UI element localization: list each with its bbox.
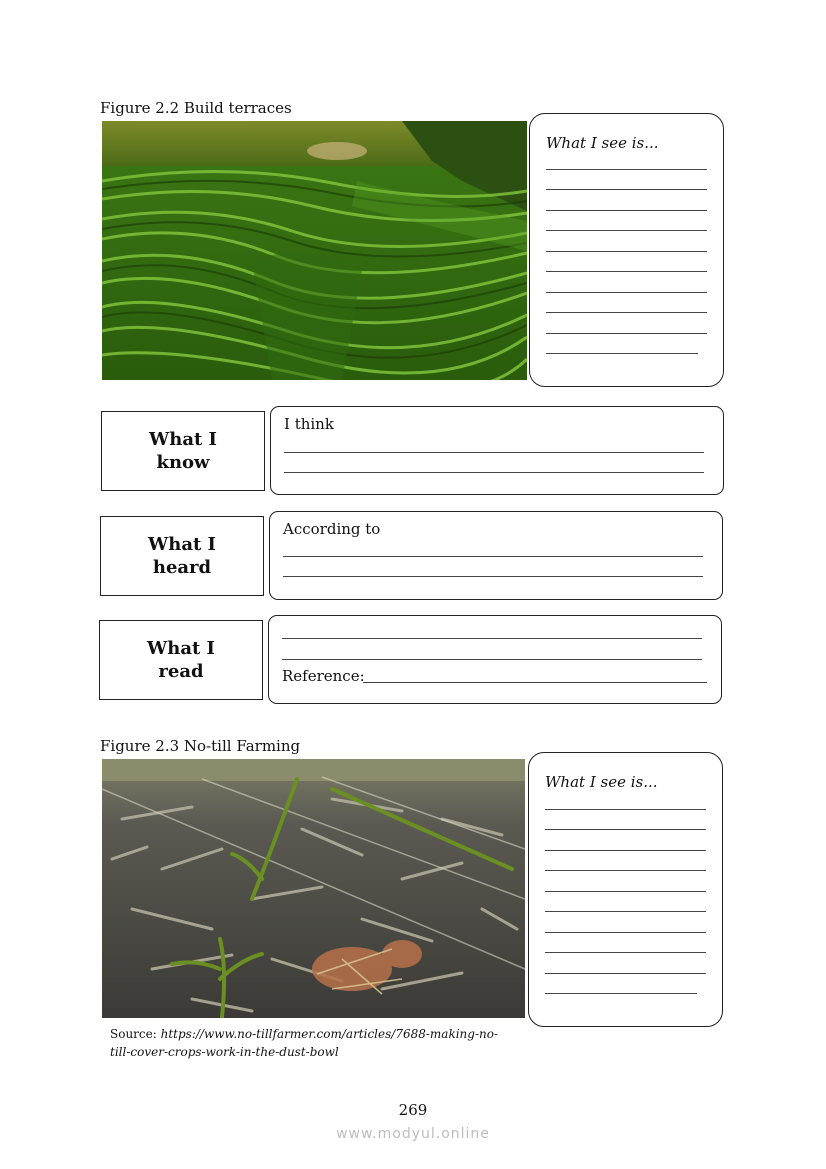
answer-line[interactable]	[284, 472, 704, 473]
what-i-see-box-1[interactable]	[529, 113, 724, 387]
answer-line[interactable]	[282, 659, 702, 660]
no-till-field-image	[102, 759, 525, 1018]
answer-line[interactable]	[545, 850, 706, 851]
answer-line[interactable]	[545, 973, 706, 974]
answer-line[interactable]	[545, 870, 706, 871]
figure-2-2-caption: Figure 2.2 Build terraces	[100, 99, 292, 117]
according-to-lead: According to	[283, 520, 381, 538]
what-i-see-box-2[interactable]	[528, 752, 723, 1027]
answer-line[interactable]	[545, 911, 706, 912]
answer-line[interactable]	[546, 312, 707, 313]
source-label: Source:	[110, 1027, 157, 1041]
what-i-heard-label: What I heard	[100, 516, 264, 596]
answer-line[interactable]	[546, 230, 707, 231]
answer-line[interactable]	[545, 809, 706, 810]
answer-line[interactable]	[545, 829, 706, 830]
answer-line[interactable]	[546, 210, 707, 211]
reference-label: Reference:	[282, 667, 365, 685]
i-think-lead: I think	[284, 415, 334, 433]
answer-line[interactable]	[545, 952, 706, 953]
source-url-line2[interactable]: till-cover-crops-work-in-the-dust-bowl	[110, 1045, 339, 1059]
answer-line[interactable]	[283, 576, 703, 577]
answer-line[interactable]	[546, 189, 707, 190]
answer-line[interactable]	[546, 333, 707, 334]
answer-line[interactable]	[546, 292, 707, 293]
answer-line[interactable]	[546, 353, 698, 354]
watermark: www.modyul.online	[336, 1126, 490, 1142]
answer-line[interactable]	[546, 169, 707, 170]
page-number: 269	[398, 1101, 428, 1119]
rice-terraces-image	[102, 121, 527, 380]
answer-line[interactable]	[284, 452, 704, 453]
what-i-read-label: What I read	[99, 620, 263, 700]
answer-line[interactable]	[282, 638, 702, 639]
reference-line[interactable]	[363, 682, 707, 683]
answer-line[interactable]	[546, 251, 707, 252]
what-i-heard-answer-box[interactable]	[269, 511, 723, 600]
figure-2-3-caption: Figure 2.3 No-till Farming	[100, 737, 301, 755]
answer-line[interactable]	[545, 993, 697, 994]
what-i-read-answer-box[interactable]	[268, 615, 722, 704]
what-i-know-label: What I know	[101, 411, 265, 491]
what-i-see-prompt: What I see is...	[546, 134, 659, 152]
answer-line[interactable]	[283, 556, 703, 557]
source-url-line1[interactable]: https://www.no-tillfarmer.com/articles/7688-making-no-	[160, 1027, 499, 1041]
source-citation	[110, 1025, 530, 1061]
answer-line[interactable]	[545, 891, 706, 892]
answer-line[interactable]	[546, 271, 707, 272]
answer-line[interactable]	[545, 932, 706, 933]
what-i-see-prompt: What I see is...	[545, 773, 658, 791]
what-i-know-answer-box[interactable]	[270, 406, 724, 495]
